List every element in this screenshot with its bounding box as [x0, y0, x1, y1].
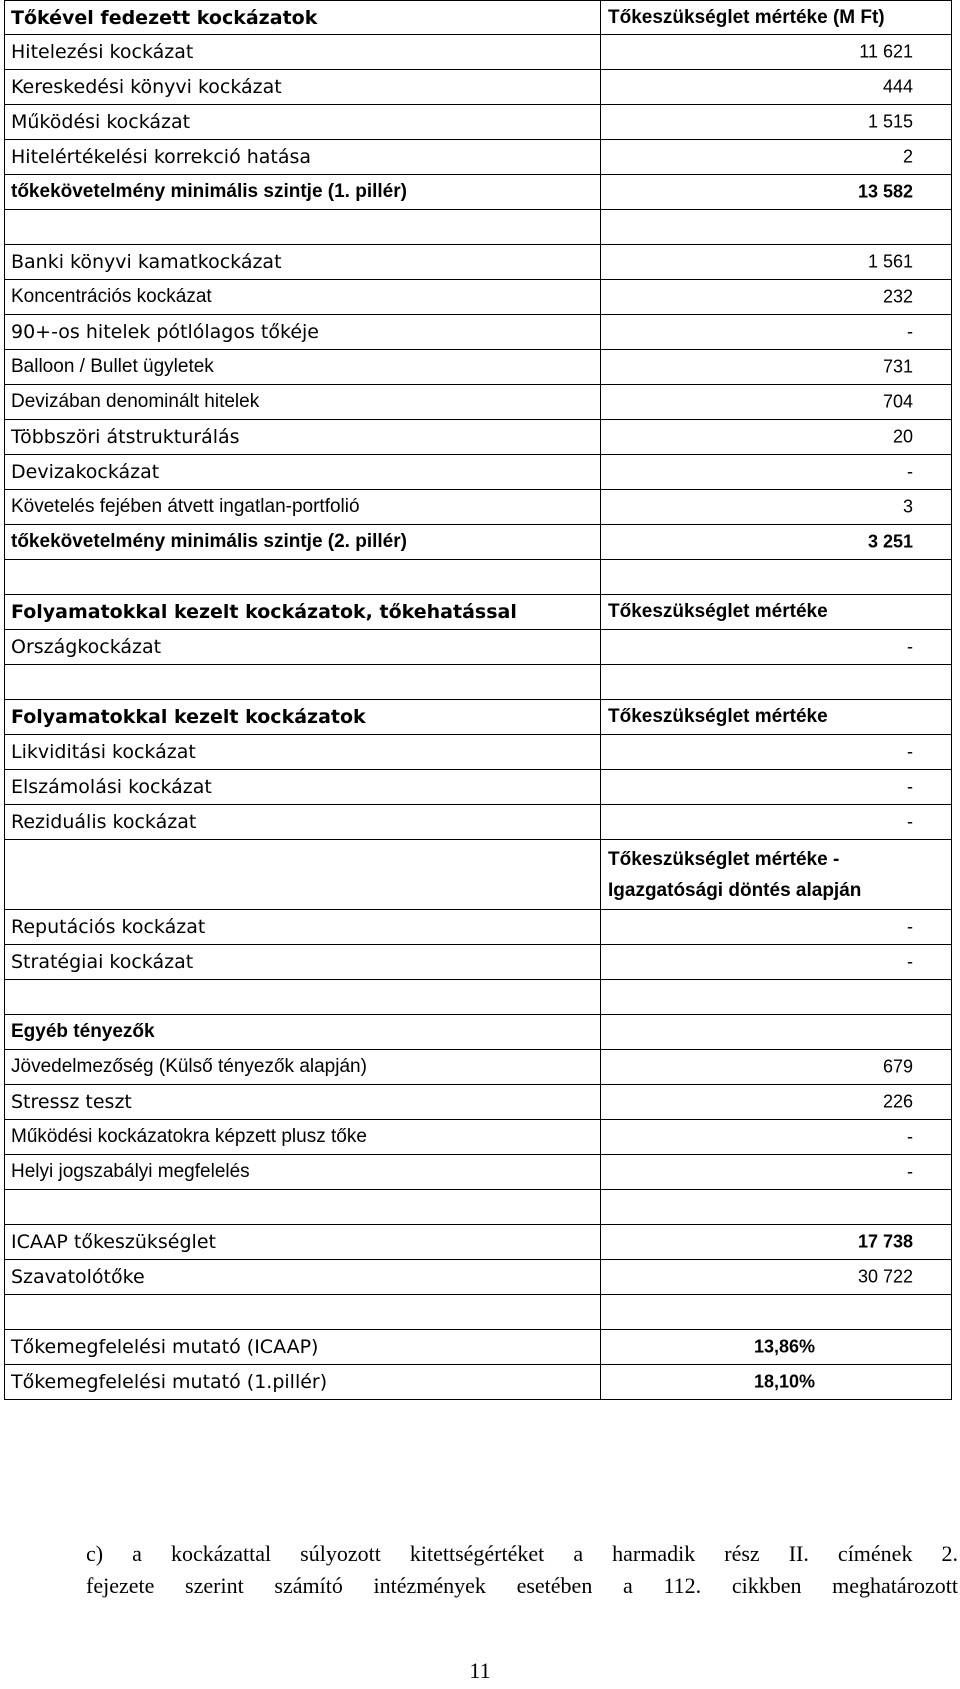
- value-cell: [600, 350, 952, 384]
- value-cell: [600, 1120, 952, 1154]
- row-value: -: [907, 321, 913, 342]
- value-cell: [600, 70, 952, 104]
- value-cell: [600, 385, 952, 419]
- label-cell: [4, 945, 600, 979]
- value-cell: [600, 1085, 952, 1119]
- value-cell: [600, 1225, 952, 1259]
- row-label: Többszöri átstrukturálás: [11, 426, 240, 448]
- table-row: [4, 805, 952, 840]
- body-paragraph: [86, 1538, 958, 1602]
- value-cell: [600, 945, 952, 979]
- row-label: Devizakockázat: [11, 461, 160, 483]
- table-row: [4, 910, 952, 945]
- label-cell: [4, 525, 600, 559]
- row-value: 20: [892, 426, 913, 447]
- label-cell: [4, 70, 600, 104]
- table-row: [4, 70, 952, 105]
- value-cell: [600, 140, 952, 174]
- row-label: Hitelértékelési korrekció hatása: [11, 146, 312, 168]
- row-label: Követelés fejében átvett ingatlan-portfolió: [11, 496, 360, 517]
- row-value: -: [907, 951, 913, 972]
- row-value: -: [907, 636, 913, 657]
- row-value: 226: [882, 1091, 913, 1112]
- label-cell: [4, 700, 600, 734]
- table-row: [4, 1330, 952, 1365]
- row-label: Stressz teszt: [11, 1091, 132, 1113]
- row-label: tőkekövetelmény minimális szintje (1. pillér): [11, 181, 407, 202]
- value-cell: [600, 1365, 952, 1399]
- label-cell: [4, 560, 600, 594]
- label-cell: [4, 1295, 600, 1329]
- label-cell: [4, 1155, 600, 1189]
- section-header-row: [4, 0, 952, 35]
- table-row: [4, 1260, 952, 1295]
- value-cell: [600, 805, 952, 839]
- row-label: Koncentrációs kockázat: [11, 286, 212, 307]
- label-cell: [4, 665, 600, 699]
- row-label: Működési kockázat: [11, 111, 191, 133]
- row-value: 704: [882, 391, 913, 412]
- value-cell: [600, 35, 952, 69]
- row-label: tőkekövetelmény minimális szintje (2. pillér): [11, 531, 407, 552]
- table-row: [4, 525, 952, 560]
- table-row: [4, 35, 952, 70]
- table-row: [4, 385, 952, 420]
- section-header-row: [4, 595, 952, 630]
- label-cell: [4, 980, 600, 1014]
- spacer-row: [4, 210, 952, 245]
- table-row: [4, 455, 952, 490]
- table-row: [4, 140, 952, 175]
- row-value: 731: [882, 356, 913, 377]
- row-value: 3: [902, 496, 913, 517]
- section-header-row: [4, 700, 952, 735]
- row-value: Tőkeszükséglet mértéke: [608, 706, 828, 727]
- row-value: 232: [882, 286, 913, 307]
- label-cell: [4, 175, 600, 209]
- value-cell: [600, 1050, 952, 1084]
- value-cell: [600, 1015, 952, 1049]
- table-row: [4, 280, 952, 315]
- row-label: Folyamatokkal kezelt kockázatok: [11, 706, 366, 728]
- value-cell: [600, 105, 952, 139]
- row-label: Balloon / Bullet ügyletek: [11, 356, 214, 377]
- label-cell: [4, 490, 600, 524]
- row-value: -: [907, 1161, 913, 1182]
- row-label: Banki könyvi kamatkockázat: [11, 251, 282, 273]
- row-label: Folyamatokkal kezelt kockázatok, tőkehatással: [11, 601, 517, 623]
- label-cell: [4, 1190, 600, 1224]
- table-row: [4, 1120, 952, 1155]
- label-cell: [4, 105, 600, 139]
- label-cell: [4, 280, 600, 314]
- table-row: [4, 245, 952, 280]
- value-cell: [600, 910, 952, 944]
- row-label: Devizában denominált hitelek: [11, 391, 260, 412]
- row-label: Likviditási kockázat: [11, 741, 196, 763]
- value-cell: [600, 315, 952, 349]
- spacer-row: [4, 1190, 952, 1225]
- table-row: [4, 735, 952, 770]
- row-label: Tőkemegfelelési mutató (1.pillér): [11, 1371, 328, 1393]
- label-cell: [4, 35, 600, 69]
- row-value: Tőkeszükséglet mértéke - Igazgatósági döntés alapján: [608, 848, 862, 901]
- table-row: [4, 1085, 952, 1120]
- value-cell: [600, 630, 952, 664]
- label-cell: [4, 245, 600, 279]
- spacer-row: [4, 560, 952, 595]
- label-cell: [4, 735, 600, 769]
- label-cell: [4, 1050, 600, 1084]
- table-row: [4, 770, 952, 805]
- table-row: [4, 315, 952, 350]
- table-row: [4, 1365, 952, 1400]
- row-value: 2: [902, 146, 913, 167]
- paragraph-line-1: c) a kockázattal súlyozott kitettségértéket a harmadik rész II. címének 2.: [86, 1541, 958, 1566]
- value-cell: [600, 1295, 952, 1329]
- value-cell: [600, 525, 952, 559]
- value-cell: [600, 560, 952, 594]
- row-label: Tőkemegfelelési mutató (ICAAP): [11, 1336, 319, 1358]
- label-cell: [4, 1085, 600, 1119]
- value-cell: [600, 770, 952, 804]
- row-label: Kereskedési könyvi kockázat: [11, 76, 282, 98]
- label-cell: [4, 1, 600, 34]
- value-cell: [600, 840, 952, 909]
- value-cell: [600, 490, 952, 524]
- label-cell: [4, 385, 600, 419]
- table-row: [4, 1050, 952, 1085]
- spacer-row: [4, 980, 952, 1015]
- value-cell: [600, 245, 952, 279]
- row-label: Elszámolási kockázat: [11, 776, 212, 798]
- row-value: 3 251: [867, 531, 913, 552]
- table-row: [4, 1225, 952, 1260]
- label-cell: [4, 1365, 600, 1399]
- label-cell: [4, 910, 600, 944]
- row-value: -: [907, 811, 913, 832]
- row-label: Reziduális kockázat: [11, 811, 197, 833]
- label-cell: [4, 805, 600, 839]
- row-value: 11 621: [859, 41, 913, 62]
- label-cell: [4, 315, 600, 349]
- value-cell: [600, 1330, 952, 1364]
- value-cell: [600, 1155, 952, 1189]
- row-value: 679: [882, 1056, 913, 1077]
- spacer-row: [4, 1295, 952, 1330]
- row-label: Helyi jogszabályi megfelelés: [11, 1161, 250, 1182]
- row-value: -: [907, 916, 913, 937]
- row-label: Egyéb tényezők: [11, 1021, 155, 1042]
- table-row: [4, 105, 952, 140]
- label-cell: [4, 350, 600, 384]
- row-value: 18,10%: [753, 1371, 815, 1392]
- page-number: 11: [469, 1658, 491, 1683]
- row-value: 17 738: [857, 1231, 913, 1252]
- label-cell: [4, 210, 600, 244]
- value-cell: [600, 175, 952, 209]
- spacer-row: [4, 665, 952, 700]
- value-cell: [600, 735, 952, 769]
- value-cell: [600, 1190, 952, 1224]
- label-cell: [4, 630, 600, 664]
- table-row: [4, 490, 952, 525]
- row-label: Szavatolótőke: [11, 1266, 145, 1288]
- row-value: 1 515: [867, 111, 913, 132]
- table-row: [4, 350, 952, 385]
- label-cell: [4, 770, 600, 804]
- row-label: Jövedelmezőség (Külső tényezők alapján): [11, 1056, 367, 1077]
- value-cell: [600, 665, 952, 699]
- label-cell: [4, 140, 600, 174]
- value-cell: [600, 700, 952, 734]
- label-cell: [4, 1225, 600, 1259]
- row-value: 30 722: [857, 1266, 913, 1287]
- row-label: Országkockázat: [11, 636, 162, 658]
- table-row: [4, 630, 952, 665]
- row-value: 13,86%: [753, 1336, 815, 1357]
- paragraph-line-2: fejezete szerint számító intézmények esetében a 112. cikkben meghatározott: [86, 1573, 958, 1598]
- table-row: [4, 1015, 952, 1050]
- row-value: 444: [882, 76, 913, 97]
- label-cell: [4, 1260, 600, 1294]
- value-cell: [600, 1, 952, 34]
- table-row: [4, 1155, 952, 1190]
- row-value: 13 582: [857, 181, 913, 202]
- value-cell: [600, 420, 952, 454]
- value-cell: [600, 280, 952, 314]
- row-label: ICAAP tőkeszükséglet: [11, 1231, 216, 1253]
- row-value: 1 561: [867, 251, 913, 272]
- value-cell: [600, 455, 952, 489]
- label-cell: [4, 455, 600, 489]
- row-label: Reputációs kockázat: [11, 916, 206, 938]
- table-row: [4, 175, 952, 210]
- value-cell: [600, 980, 952, 1014]
- label-cell: [4, 1330, 600, 1364]
- row-label: Hitelezési kockázat: [11, 41, 194, 63]
- label-cell: [4, 1120, 600, 1154]
- label-cell: [4, 420, 600, 454]
- label-cell: [4, 1015, 600, 1049]
- value-cell: [600, 210, 952, 244]
- table-row: [4, 420, 952, 455]
- label-cell: [4, 595, 600, 629]
- row-label: Tőkével fedezett kockázatok: [11, 6, 318, 29]
- table-row: [4, 945, 952, 980]
- row-value: -: [907, 1126, 913, 1147]
- row-value: -: [907, 741, 913, 762]
- value-cell: [600, 595, 952, 629]
- capital-requirements-table: [4, 0, 952, 1400]
- row-value: -: [907, 776, 913, 797]
- row-value: Tőkeszükséglet mértéke (M Ft): [608, 6, 885, 28]
- row-value: -: [907, 461, 913, 482]
- row-label: Stratégiai kockázat: [11, 951, 194, 973]
- value-cell: [600, 1260, 952, 1294]
- row-label: Működési kockázatokra képzett plusz tőke: [11, 1126, 367, 1147]
- row-value: Tőkeszükséglet mértéke: [608, 601, 828, 622]
- section-header-row: [4, 840, 952, 910]
- label-cell: [4, 840, 600, 909]
- row-label: 90+-os hitelek pótlólagos tőkéje: [11, 321, 319, 343]
